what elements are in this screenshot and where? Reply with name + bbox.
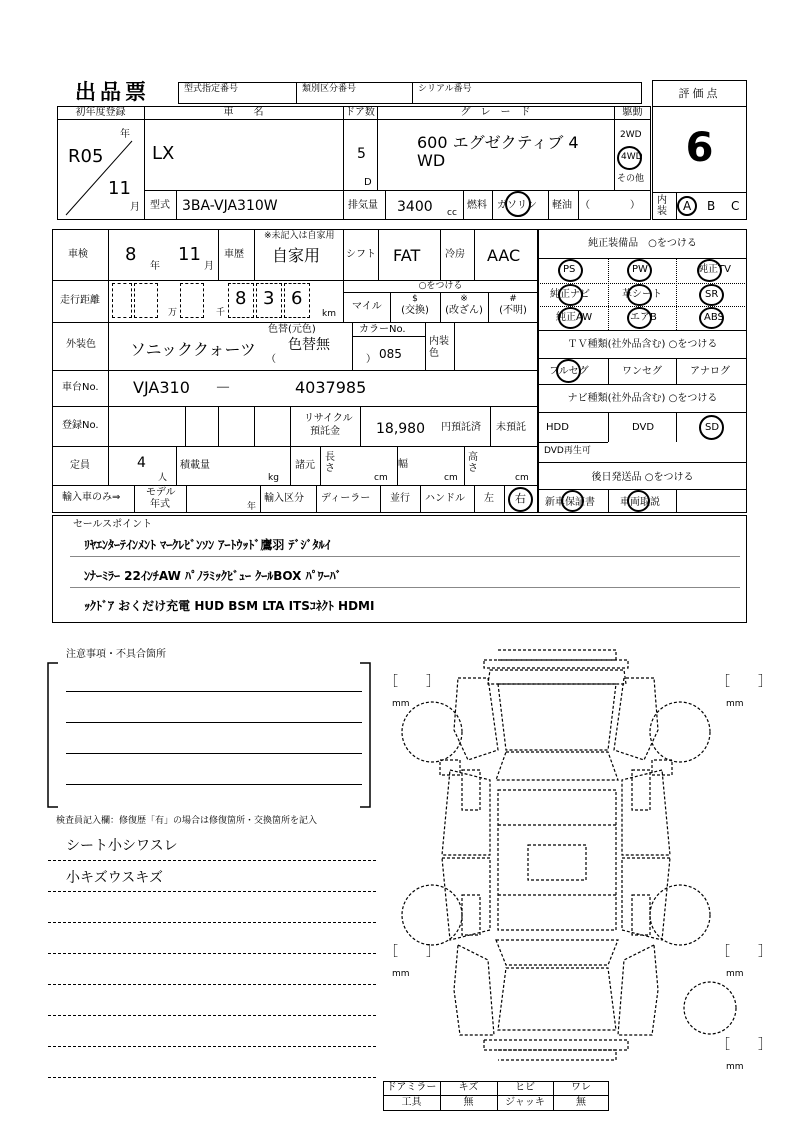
chassis-number: 4037985 [295, 378, 367, 397]
mileage-opt-tampered: (改ざん) [445, 305, 483, 316]
equip-airbag: エアB [630, 312, 657, 323]
mileage-opt2-sym: ※ [460, 294, 468, 304]
load-kg-unit: kg [268, 473, 279, 483]
interior-grade-a: A [683, 199, 692, 213]
color-no-value: 085 [379, 347, 402, 361]
equip-navi-circle [558, 284, 583, 306]
mileage-circle-note: ○をつける [418, 281, 463, 291]
history-value: 自家用 [272, 246, 321, 265]
km-unit: km [322, 309, 336, 319]
equipment-title: 純正装備品 ○をつける [588, 238, 697, 249]
equip-sr-circle [699, 284, 724, 306]
import-dealer: ディーラー [321, 493, 371, 504]
mileage-sen-unit: 千 [216, 308, 226, 318]
interior-grade-c: C [731, 199, 740, 213]
tire-mm-unit: mm [726, 1062, 744, 1072]
import-class-label: 輸入区分 [264, 493, 304, 504]
inspector-note: 小キズウスキズ [66, 870, 164, 886]
model-value: 3BA-VJA310W [182, 198, 278, 214]
door-suffix: D [364, 177, 372, 188]
handle-left: 左 [484, 493, 494, 504]
equip-genuine-tv: 純正TV [698, 264, 731, 275]
recycle-amount: 18,980 [376, 421, 425, 437]
mileage-opt-unknown: (不明) [499, 305, 527, 316]
import-label: 輸入車のみ⇒ [62, 492, 121, 503]
legend-header: ドアミラー [386, 1082, 437, 1093]
fuel-diesel: 軽油 [552, 200, 572, 211]
car-damage-diagram [380, 640, 760, 1080]
mileage-opt1-sym: $ [412, 294, 418, 304]
tv-fullseg: フルセグ [549, 366, 589, 377]
score-label: 評価点 [678, 87, 721, 100]
legend-header: ヒビ [515, 1082, 535, 1093]
fuel-gasoline-circle [505, 191, 531, 217]
import-parallel: 並行 [390, 493, 410, 504]
grade-line-2: WD [417, 151, 446, 170]
color-name: ソニッククォーツ [130, 340, 256, 359]
navi-hdd: HDD [546, 422, 569, 433]
inspector-label: 検査員記入欄：修復歴「有」の場合は修復箇所・交換箇所を記入 [56, 816, 318, 826]
mileage-mile: マイル [352, 301, 382, 312]
legend-value: 無 [463, 1097, 474, 1108]
color-label: 外装色 [66, 339, 96, 350]
mileage-digit: 6 [291, 288, 303, 309]
first-reg-month: 11 [108, 178, 131, 199]
width-cm-unit: cm [444, 473, 458, 483]
mileage-digit: 3 [263, 288, 275, 309]
mileage-man-unit: 万 [168, 308, 178, 318]
grade-line-1: 600 エグゼクティブ 4 [417, 133, 579, 152]
legend-value: ジャッキ [505, 1097, 545, 1108]
doors-value: 5 [357, 146, 366, 162]
equip-sr: SR [705, 289, 719, 300]
length-cm-unit: cm [374, 473, 388, 483]
color-change-value: 色替無 [288, 337, 330, 353]
navi-sd-circle [699, 415, 724, 440]
docs-warranty: 新車保証書 [545, 497, 595, 508]
drive-label: 駆動 [622, 107, 643, 118]
serial-no-label: シリアル番号 [418, 84, 472, 94]
cc-unit: cc [447, 208, 457, 218]
history-label: 車歴 [224, 249, 244, 260]
legend-value: 無 [576, 1097, 586, 1108]
fuel-other: （ ） [580, 200, 640, 211]
color-change-label: 色替(元色) [268, 324, 316, 335]
height-cm-unit: cm [515, 473, 529, 483]
handle-right: 右 [515, 492, 526, 505]
sales-point-line: ﾘﾔｴﾝﾀｰﾃｲﾝﾒﾝﾄ ﾏｰｸﾚﾋﾞﾝｿﾝ ｱｰﾄｳｯﾄﾞ鷹羽 ﾃﾞｼﾞﾀﾙｲ [84, 538, 331, 552]
tv-oneseg: ワンセグ [622, 366, 662, 377]
type-no-label: 型式指定番号 [184, 84, 239, 94]
mileage-opt-exchanged: (交換) [401, 305, 429, 316]
equip-genuine-aw: 純正AW [556, 312, 593, 323]
navi-dvd: DVD [632, 422, 655, 433]
shaken-month: 11 [178, 244, 201, 265]
interior-a-circle [677, 196, 697, 216]
model-label: 型式 [150, 200, 170, 211]
equip-leather-circle [627, 284, 652, 306]
recycle-label-2: 預託金 [310, 426, 340, 437]
interior-label: 内装 [657, 195, 667, 217]
width-label: 幅 [398, 459, 408, 470]
displacement-label: 排気量 [348, 200, 378, 211]
shaken-label: 車検 [68, 249, 88, 260]
model-year-label-2: 年式 [150, 499, 170, 510]
car-name-label: 車 名 [223, 107, 264, 118]
tv-title: ＴＶ種類(社外品含む) ○をつける [567, 339, 718, 350]
year-unit: 年 [120, 129, 130, 140]
tire-tread-fr: ［ ］ [716, 674, 772, 690]
car-name: LX [152, 143, 175, 164]
diagonal-slash [60, 135, 140, 219]
color-no-label: カラーNo. [359, 324, 406, 335]
shaken-month-unit: 月 [204, 261, 214, 272]
mileage-digit: 8 [235, 288, 247, 309]
equip-pw-circle [627, 259, 652, 282]
tv-analog: アナログ [690, 366, 730, 377]
recycle-unpaid: 未預託 [496, 422, 526, 433]
equip-aw-circle [558, 307, 583, 329]
month-unit: 月 [130, 202, 140, 213]
equip-genuine-navi: 純正ナビ [550, 289, 590, 300]
shaken-year-unit: 年 [150, 261, 160, 272]
interior-color-label: 内装色 [429, 336, 449, 359]
drive-4wd-circle [617, 146, 642, 170]
inspector-note: シート小シワスレ [66, 838, 178, 854]
chassis-dash: － [215, 378, 232, 397]
dvd-playback: DVD再生可 [544, 446, 591, 456]
sales-points-label: セールスポイント [73, 519, 153, 530]
ac-label: 冷房 [445, 249, 465, 260]
equip-tv-circle [697, 259, 722, 282]
tire-mm-unit: mm [726, 969, 744, 979]
fuel-label: 燃料 [467, 200, 487, 211]
first-reg-era: R05 [68, 146, 104, 167]
person-unit: 人 [158, 473, 168, 483]
class-no-label: 類別区分番号 [302, 84, 357, 94]
shift-value: FAT [393, 246, 421, 265]
tire-tread-rl: ［ ］ [384, 944, 440, 960]
tire-mm-unit: mm [392, 699, 410, 709]
equip-abs: ABS [704, 312, 724, 323]
legend-header: キズ [458, 1082, 479, 1093]
shaken-year: 8 [125, 244, 137, 265]
drive-2wd: 2WD [620, 130, 642, 140]
tire-tread-fl: ［ ］ [384, 674, 440, 690]
handle-label: ハンドル [425, 493, 465, 504]
equip-ps-circle [558, 259, 583, 282]
legend-value: 工具 [401, 1097, 422, 1108]
equip-pw: PW [632, 264, 648, 275]
handle-right-circle [508, 487, 533, 512]
docs-manual: 車両取説 [620, 497, 660, 508]
color-change-paren: （ ） [266, 354, 376, 365]
model-year-label: モデル [146, 487, 176, 498]
length-label: 長さ [325, 452, 335, 474]
shift-label: シフト [346, 249, 376, 260]
doors-label: ドア数 [345, 107, 375, 118]
tire-tread-spare: ［ ］ [716, 1037, 772, 1053]
docs-warranty-circle [561, 490, 584, 512]
sales-point-line: ﾝﾅｰﾐﾗｰ 22ｲﾝﾁAW ﾊﾟﾉﾗﾐｯｸﾋﾞｭｰ ｸｰﾙBOX ﾊﾟﾜｰﾊﾞ [84, 569, 342, 583]
tire-tread-rr: ［ ］ [716, 944, 772, 960]
chassis-prefix: VJA310 [133, 378, 190, 397]
recycle-label: リサイクル [304, 413, 353, 424]
mileage-label: 走行距離 [60, 295, 100, 306]
size-label: 諸元 [295, 460, 315, 471]
id-numbers-row [178, 82, 642, 104]
drive-other: その他 [617, 174, 645, 184]
equip-ps: PS [563, 264, 576, 275]
model-year-unit: 年 [247, 502, 257, 512]
recycle-paid: 円預託済 [441, 422, 481, 433]
sales-point-line: ｯｸﾄﾞｱ おくだけ充電 HUD BSM LTA ITSｺﾈｸﾄ HDMI [84, 599, 375, 613]
navi-title: ナビ種類(社外品含む) ○をつける [567, 393, 718, 404]
tire-mm-unit: mm [392, 969, 410, 979]
grade-label: グ レ ー ド [460, 107, 531, 118]
equip-airbag-circle [627, 307, 652, 329]
equip-abs-circle [699, 307, 724, 329]
score-value: 6 [685, 125, 714, 171]
history-note: ※未記入は自家用 [264, 231, 335, 241]
navi-sd: SD [705, 422, 720, 433]
notes-label: 注意事項・不具合箇所 [66, 649, 166, 660]
notes-bracket [40, 655, 380, 815]
tire-mm-unit: mm [726, 699, 744, 709]
equip-leather-seat: 革シート [622, 289, 662, 300]
load-label: 積載量 [180, 460, 210, 471]
capacity-label: 定員 [70, 460, 90, 471]
fuel-gasoline: ガソリン [497, 200, 537, 211]
tv-fullseg-circle [556, 359, 581, 383]
displacement-value: 3400 [397, 199, 433, 215]
form-title: 出品票 [75, 80, 150, 104]
drive-4wd: 4WD [621, 152, 643, 162]
legend-header: ワレ [571, 1082, 591, 1093]
mileage-opt3-sym: # [509, 294, 517, 304]
docs-title: 後日発送品 ○をつける [591, 472, 694, 483]
ac-value: AAC [487, 246, 521, 265]
interior-grade-b: B [707, 199, 716, 213]
chassis-label: 車台No. [62, 382, 99, 393]
capacity-value: 4 [137, 455, 146, 471]
height-label: 高さ [468, 452, 478, 474]
docs-manual-circle [627, 490, 650, 512]
reg-no-label: 登録No. [62, 420, 99, 431]
first-reg-label: 初年度登録 [75, 107, 126, 118]
